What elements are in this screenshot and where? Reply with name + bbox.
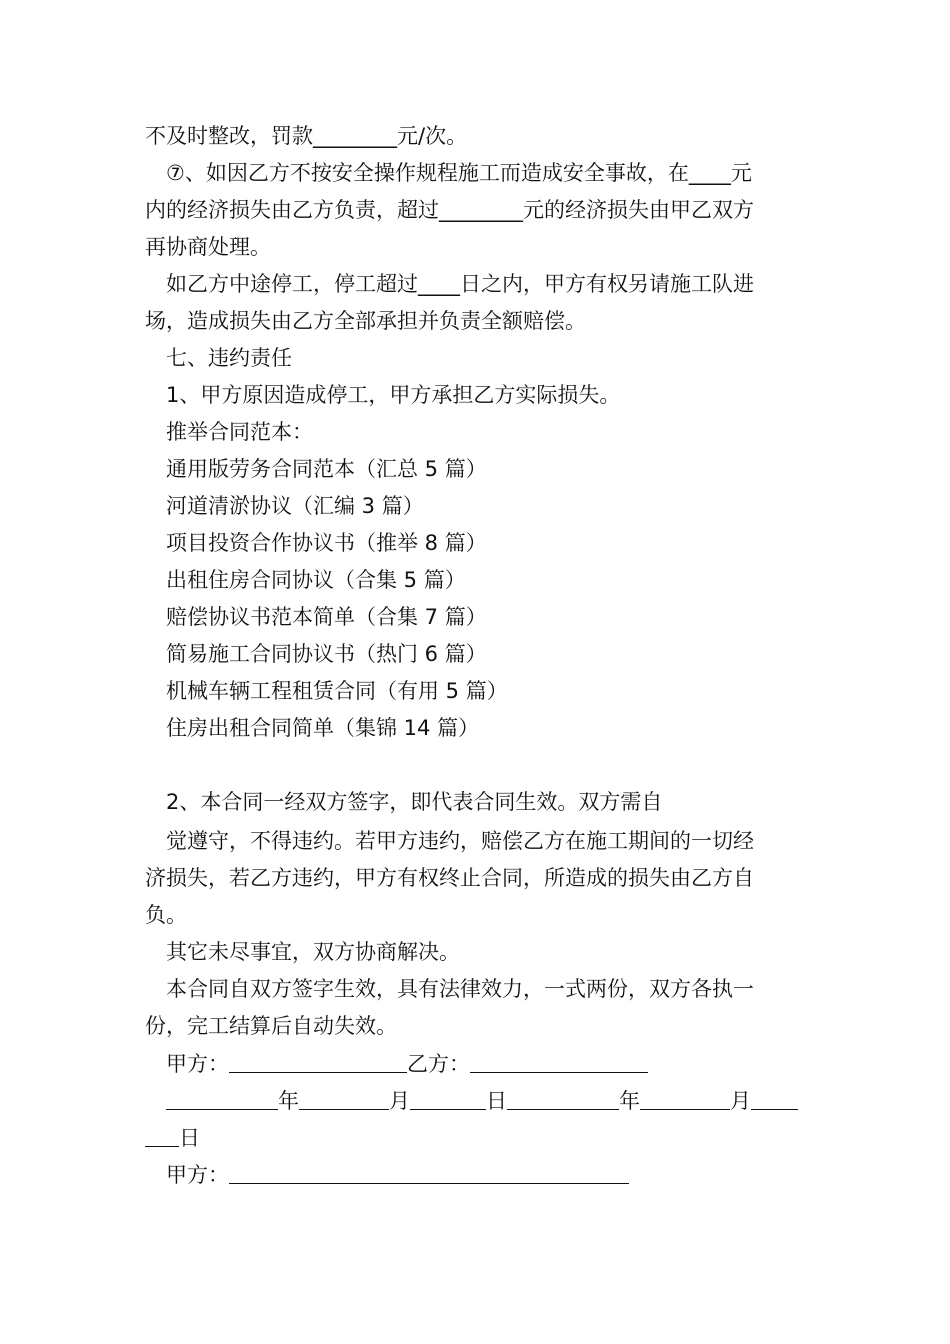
paragraph-line: 本合同自双方签字生效，具有法律效力，一式两份，双方各执一 xyxy=(166,977,754,1001)
paragraph-line: 场，造成损失由乙方全部承担并负责全额赔偿。 xyxy=(145,309,586,333)
blank-fine-amount: ________ xyxy=(313,124,397,148)
recommend-link[interactable]: 河道清淤协议（汇编 3 篇） xyxy=(166,494,424,518)
paragraph-line: 其它未尽事宜，双方协商解决。 xyxy=(166,940,460,964)
party-a-blank xyxy=(229,1164,629,1184)
party-b-label: 乙方： xyxy=(407,1052,470,1076)
blank-amount: ____ xyxy=(688,161,731,185)
blank-amount: ________ xyxy=(439,198,523,222)
recommend-link[interactable]: 简易施工合同协议书（热门 6 篇） xyxy=(166,642,487,666)
recommend-heading: 推举合同范本： xyxy=(166,420,313,444)
year-blank xyxy=(166,1090,278,1110)
paragraph-line: 负。 xyxy=(145,903,187,927)
date-row: 年 月 日 年 月 xyxy=(166,1090,798,1112)
paragraph-line: 济损失，若乙方违约，甲方有权终止合同，所造成的损失由乙方自 xyxy=(145,866,754,890)
paragraph-line: 1、甲方原因造成停工，甲方承担乙方实际损失。 xyxy=(166,383,621,407)
date-row-continued: 日 xyxy=(145,1127,200,1149)
paragraph-line: ⑦、如因乙方不按安全操作规程施工而造成安全事故，在____元 xyxy=(166,161,752,185)
recommend-link[interactable]: 项目投资合作协议书（推举 8 篇） xyxy=(166,531,487,555)
paragraph-line: 内的经济损失由乙方负责，超过________元的经济损失由甲乙双方 xyxy=(145,198,754,222)
paragraph-line: 再协商处理。 xyxy=(145,235,271,259)
recommend-link[interactable]: 通用版劳务合同范本（汇总 5 篇） xyxy=(166,457,487,481)
party-b-blank xyxy=(470,1053,648,1073)
recommend-link[interactable]: 机械车辆工程租赁合同（有用 5 篇） xyxy=(166,679,508,703)
recommend-link[interactable]: 住房出租合同简单（集锦 14 篇） xyxy=(166,716,480,740)
signature-row xyxy=(166,1164,629,1186)
paragraph-line: 不及时整改，罚款________元/次。 xyxy=(145,124,468,148)
day-blank xyxy=(751,1090,798,1110)
party-a-label: 甲方： xyxy=(166,1163,229,1187)
paragraph-line: 觉遵守，不得违约。若甲方违约，赔偿乙方在施工期间的一切经 xyxy=(166,829,754,853)
month-blank xyxy=(640,1090,730,1110)
blank-days: ____ xyxy=(418,272,460,296)
recommend-link[interactable]: 出租住房合同协议（合集 5 篇） xyxy=(166,568,466,592)
year-blank xyxy=(507,1090,619,1110)
month-blank xyxy=(299,1090,389,1110)
paragraph-line: 如乙方中途停工，停工超过____日之内，甲方有权另请施工队进 xyxy=(166,272,754,296)
signature-row xyxy=(166,1053,648,1075)
party-a-label: 甲方： xyxy=(166,1052,229,1076)
recommend-link[interactable]: 赔偿协议书范本简单（合集 7 篇） xyxy=(166,605,487,629)
section-heading: 七、违约责任 xyxy=(166,346,292,370)
day-blank xyxy=(145,1127,179,1147)
day-blank xyxy=(410,1090,486,1110)
paragraph-line: 份，完工结算后自动失效。 xyxy=(145,1014,397,1038)
party-a-blank xyxy=(229,1053,407,1073)
paragraph-line: 2、本合同一经双方签字，即代表合同生效。双方需自 xyxy=(166,790,663,814)
